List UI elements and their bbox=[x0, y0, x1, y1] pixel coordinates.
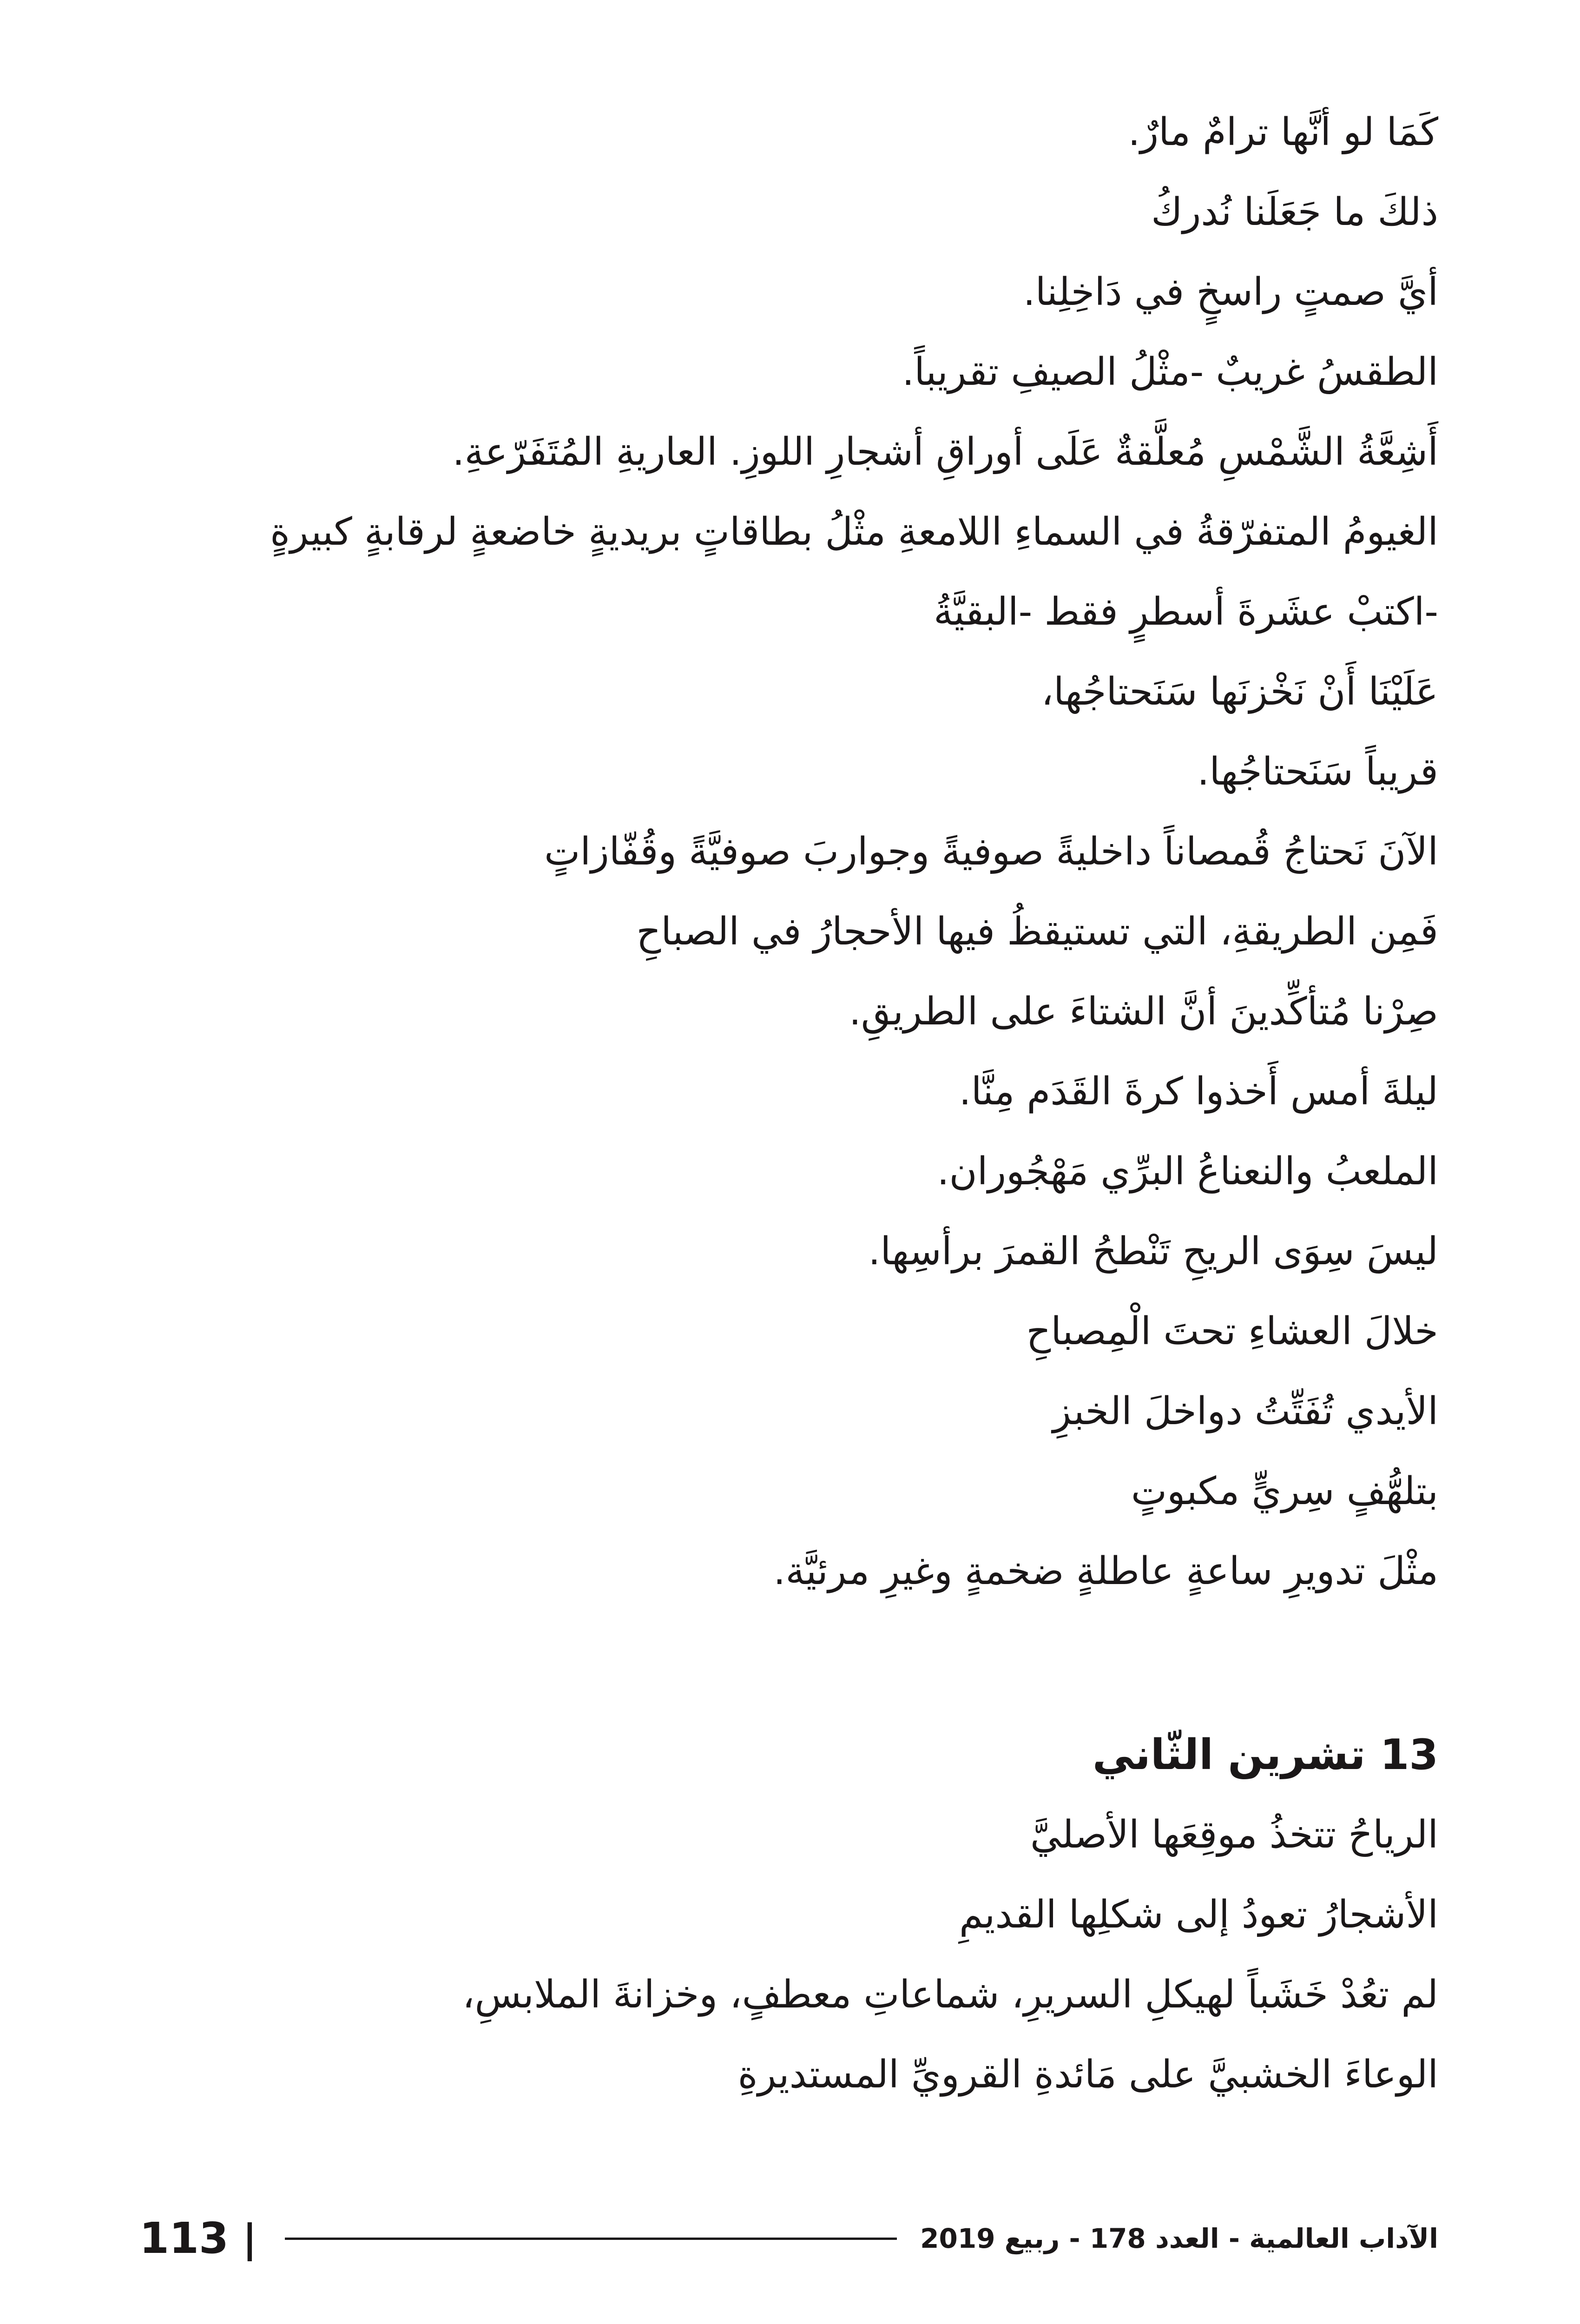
page-number-separator: | bbox=[243, 2216, 257, 2261]
poem-line: الأيدي تُفَتِّتُ دواخلَ الخبزِ bbox=[1053, 1389, 1438, 1433]
section-heading: 13 تشرين الثّاني bbox=[1092, 1730, 1438, 1779]
poem-line: الرياحُ تتخذُ موقِعَها الأصليَّ bbox=[1030, 1813, 1438, 1857]
poem-line: لم تعُدْ خَشَباً لهيكلِ السريرِ، شماعاتِ معطفٍ، وخزانةَ الملابسِ، bbox=[462, 1973, 1438, 2017]
poem-line: عَلَيْنَا أَنْ نَخْزنَها سَنَحتاجُها، bbox=[1041, 670, 1438, 714]
poem-line: بتلهُّفٍ سِريٍّ مكبوتٍ bbox=[1131, 1469, 1438, 1513]
poem-line: أيَّ صمتٍ راسخٍ في دَاخِلِنا. bbox=[1023, 270, 1438, 314]
poem-line: الغيومُ المتفرّقةُ في السماءِ اللامعةِ مثْلُ بطاقاتٍ بريديةٍ خاضعةٍ لرقابةٍ كبيرةٍ bbox=[270, 510, 1438, 554]
page-footer bbox=[139, 2211, 1438, 2266]
footer-rule bbox=[285, 2238, 897, 2240]
poem-section-2 bbox=[74, 1715, 1438, 2115]
poem-stanza-1 bbox=[74, 92, 1438, 1611]
poem-line: خلالَ العشاءِ تحتَ الْمِصباحِ bbox=[1026, 1309, 1438, 1353]
poem-line: الآنَ نَحتاجُ قُمصاناً داخليةً صوفيةً وجواربَ صوفيَّةً وقُفّازاتٍ bbox=[544, 830, 1438, 874]
poem-line: قريباً سَنَحتاجُها. bbox=[1197, 750, 1438, 794]
poem-line: ليلةَ أمس أَخذوا كرةَ القَدَم مِنَّا. bbox=[959, 1070, 1438, 1114]
poem-line: الملعبُ والنعناعُ البرِّي مَهْجُوران. bbox=[937, 1149, 1438, 1194]
journal-issue-line: الآداب العالمية - العدد 178 - ربيع 2019 bbox=[920, 2223, 1438, 2254]
poem-line: فَمِن الطريقةِ، التي تستيقظُ فيها الأحجارُ في الصباحِ bbox=[636, 910, 1438, 954]
poem-line: الوعاءَ الخشبيَّ على مَائدةِ القرويِّ المستديرةِ bbox=[737, 2053, 1438, 2097]
poem-line: ليسَ سِوَى الريحِ تَنْطحُ القمرَ برأسِها. bbox=[868, 1229, 1438, 1274]
poem-line: كَمَا لو أنَّها ترامٌ مارٌ. bbox=[1128, 110, 1438, 154]
poem-line: أَشِعَّةُ الشَّمْسِ مُعلَّقةٌ عَلَى أوراقِ أشجارِ اللوزِ. العاريةِ المُتَفَرّعةِ. bbox=[452, 430, 1438, 474]
poem-line: -اكتبْ عشَرةَ أسطرٍ فقط -البقيَّةُ bbox=[933, 590, 1438, 634]
poem-line: ذلكَ ما جَعَلَنا نُدركُ bbox=[1151, 190, 1438, 234]
poem-line: صِرْنا مُتأكِّدينَ أنَّ الشتاءَ على الطريقِ. bbox=[849, 990, 1438, 1034]
poem-line: الأشجارُ تعودُ إلى شكلِها القديمِ bbox=[959, 1893, 1438, 1937]
poem-line: الطقسُ غريبٌ -مثْلُ الصيفِ تقريباً. bbox=[902, 350, 1438, 394]
page-number: 113 bbox=[139, 2213, 229, 2263]
poem-line: مثْلَ تدويرِ ساعةٍ عاطلةٍ ضخمةٍ وغيرِ مرئيَّة. bbox=[773, 1549, 1438, 1593]
